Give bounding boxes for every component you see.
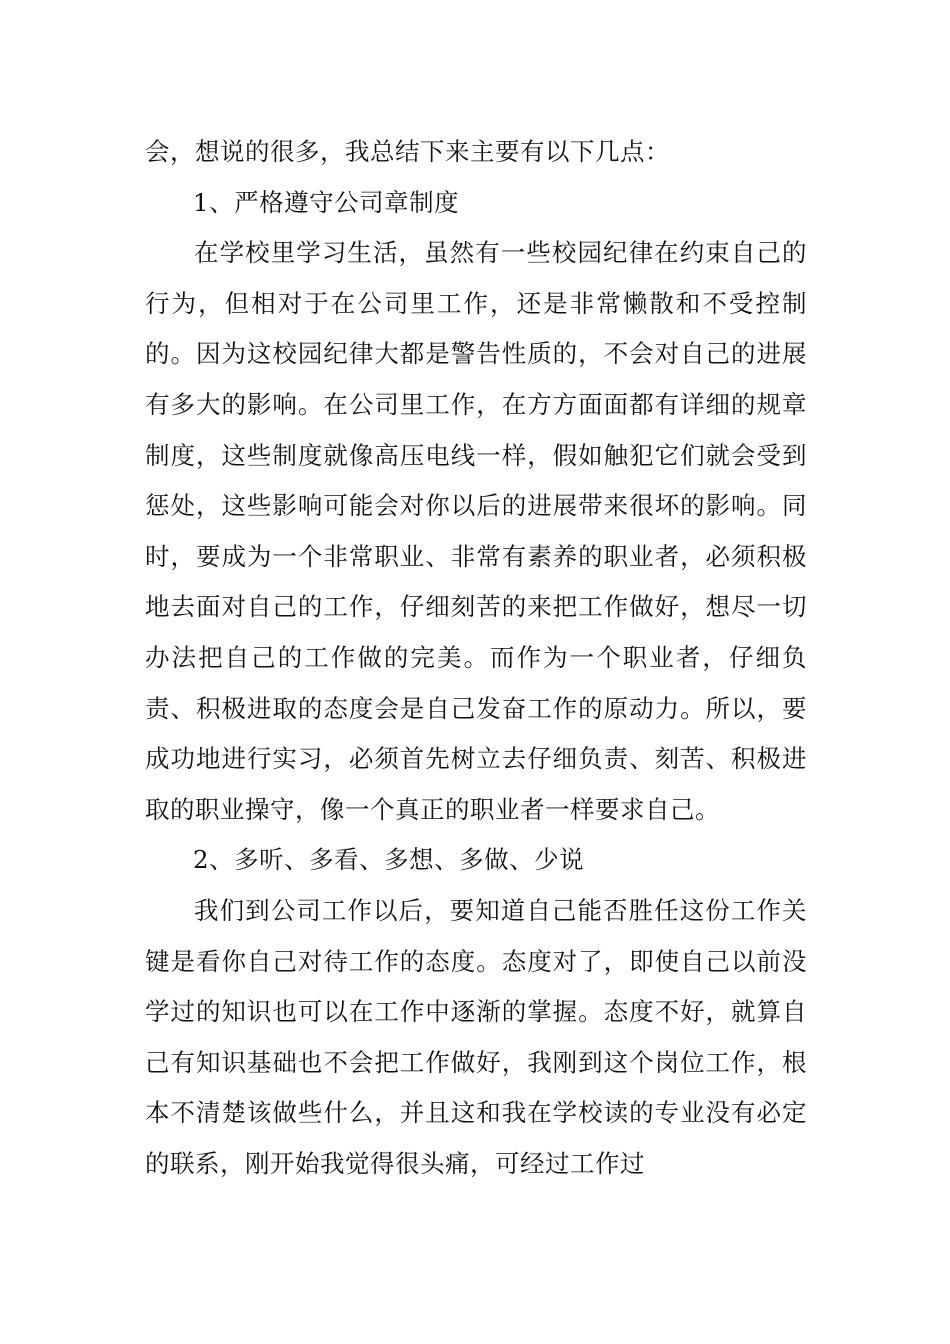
paragraph-section-2: 我们到公司工作以后，要知道自己能否胜任这份工作关键是看你自己对待工作的态度。态度对了，即使自己以前没学过的知识也可以在工作中逐渐的掌握。态度不好，就算自己有知识基础也不会把工作做好，我刚到这个岗位工作，根本不清楚该做些什么，并且这和我在学校读的专业没有必定的联系，刚开始我觉得很头痛，可经过工作过: [145, 895, 807, 1178]
section-heading-1: 1、严格遵守公司章制度: [193, 187, 460, 217]
paragraph-section-1: 在学校里学习生活，虽然有一些校园纪律在约束自己的行为，但相对于在公司里工作，还是非常懒散和不受控制的。因为这校园纪律大都是警告性质的，不会对自己的进展有多大的影响。在公司里工作，在方方面面都有详细的规章制度，这些制度就像高压电线一样，假如触犯它们就会受到惩处，这些影响可能会对你以后的进展带来很坏的影响。同时，要成为一个非常职业、非常有素养的职业者，必须积极地去面对自己的工作，仔细刻苦的来把工作做好，想尽一切办法把自己的工作做的完美。而作为一个职业者，仔细负责、积极进取的态度会是自己发奋工作的原动力。所以，要成功地进行实习，必须首先树立去仔细负责、刻苦、积极进取的职业操守，像一个真正的职业者一样要求自己。: [145, 238, 807, 824]
paragraph-intro: 会，想说的很多，我总结下来主要有以下几点：: [145, 137, 670, 166]
document-body: [145, 127, 807, 1189]
section-heading-2: 2、多听、多看、多想、多做、少说: [193, 845, 585, 875]
